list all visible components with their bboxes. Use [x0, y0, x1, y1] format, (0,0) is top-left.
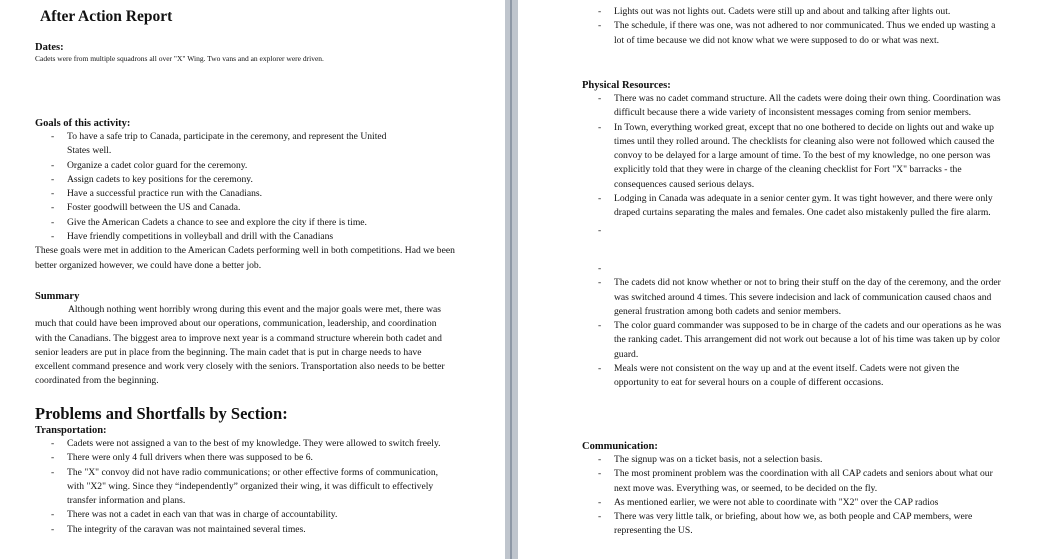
goals-closing: These goals were met in addition to the American Cadets performing well in both competitions. Had we been better organized however, we could have done a better job. — [35, 245, 455, 271]
list-item: - Have friendly competitions in volleyball and drill with the Canadians — [35, 230, 455, 244]
continued-list-section — [582, 5, 1002, 48]
list-item: - There was not a cadet in each van that was in charge of accountability. — [35, 508, 455, 522]
list-item: - Lodging in Canada was adequate in a senior center gym. It was tight however, and there were only draped curtains separating the males and females. One cadet also mistakenly pulled the fire alarm. — [582, 192, 1002, 221]
communication-heading: Communication: — [582, 441, 658, 452]
list-item: - The most prominent problem was the coordination with all CAP cadets and seniors about what our next move was. Everything was, or seemed, to be decided on the fly. — [582, 467, 1002, 496]
list-item: - Have a successful practice run with the Canadians. — [35, 187, 455, 201]
list-item: - The cadets did not know whether or not to bring their stuff on the day of the ceremony, and the order was switched around 4 times. This severe indecision and lack of communication caused chaos and general frustration among both cadets and senior members. — [582, 276, 1002, 319]
list-item: - The color guard commander was supposed to be in charge of the cadets and our operations as he was the ranking cadet. This arrangement did not work out because a lot of his time was taken up by color guard. — [582, 319, 1002, 362]
communication-section — [582, 440, 1002, 539]
list-item: - As mentioned earlier, we were not able to coordinate with "X2" over the CAP radios — [582, 496, 1002, 510]
physical-resources-list — [582, 92, 1002, 391]
goals-section — [35, 117, 455, 273]
list-item-empty — [582, 224, 1002, 238]
document-title: After Action Report — [40, 8, 173, 25]
list-item: - The signup was on a ticket basis, not a selection basis. — [582, 453, 1002, 467]
list-item: - The "X" convoy did not have radio communications; or other effective forms of communication, with "X2" wing. Since they “independently” organized their wing, it was difficult to effectively transfer information and plans. — [35, 466, 455, 509]
list-item: - There was very little talk, or briefing, about how we, as both people and CAP members, were representing the US. — [582, 510, 1002, 539]
list-item: - Assign cadets to key positions for the ceremony. — [35, 173, 455, 187]
page-divider — [505, 0, 518, 559]
list-item: - Lights out was not lights out. Cadets were still up and about and talking after lights out. — [582, 5, 1002, 19]
left-page — [0, 0, 505, 559]
summary-heading: Summary — [35, 291, 80, 302]
problems-heading: Problems and Shortfalls by Section: — [35, 404, 288, 423]
summary-section — [35, 290, 455, 389]
transportation-list — [35, 437, 455, 537]
dates-section — [35, 41, 324, 64]
list-item: - Meals were not consistent on the way up and at the event itself. Cadets were not given the opportunity to eat for several hours on a couple of different occasions. — [582, 362, 1002, 391]
goals-list — [35, 130, 455, 244]
list-item: - There was no cadet command structure. All the cadets were doing their own thing. Coordination was difficult because there a wide variety of inconsistent messages coming from senior members. — [582, 92, 1002, 121]
dates-text: Cadets were from multiple squadrons all over "X" Wing. Two vans and an explorer were driven. — [35, 54, 324, 63]
list-item-blank — [582, 262, 1002, 276]
list-item: - The integrity of the caravan was not maintained several times. — [35, 523, 455, 537]
continued-list — [582, 5, 1002, 48]
problems-section — [35, 404, 455, 537]
list-item: - There were only 4 full drivers when there was supposed to be 6. — [35, 451, 455, 465]
dates-heading: Dates: — [35, 42, 64, 53]
summary-text: Although nothing went horribly wrong during this event and the major goals were met, there was much that could have been improved about our operations, communication, leadership, and coordination with the Canadians. The biggest area to improve next year is a command structure wherein both cadet and senior leaders are put in place from the beginning. The main cadet that is put in charge needs to have excellent command presence and work very closely with the seniors. Transportation also needs to be better coordinated from the beginning. — [35, 304, 445, 387]
list-item: - To have a safe trip to Canada, participate in the ceremony, and represent the United States well. — [35, 130, 455, 159]
physical-resources-heading: Physical Resources: — [582, 80, 671, 91]
left-column — [35, 0, 455, 535]
communication-list — [582, 453, 1002, 539]
list-item: - Give the American Cadets a chance to see and explore the city if there is time. — [35, 216, 455, 230]
physical-resources-section — [582, 79, 1002, 391]
transportation-heading: Transportation: — [35, 425, 107, 436]
list-item: - The schedule, if there was one, was not adhered to nor communicated. Thus we ended up wasting a lot of time because we did not know what we were supposed to do or what was next. — [582, 19, 1002, 48]
right-page — [518, 0, 1047, 559]
list-item: - Cadets were not assigned a van to the best of my knowledge. They were allowed to switch freely. — [35, 437, 455, 451]
list-item: - In Town, everything worked great, except that no one bothered to decide on lights out and wake up times until they rolled around. The checklists for cleaning also were not followed which caused the convoy to be delayed for a large amount of time. To the best of my knowledge, no one person was explicitly told that they were in charge of the cleaning checklist for Fort "X" barracks - the consequences caused serious delays. — [582, 121, 1002, 192]
list-item: - Foster goodwill between the US and Canada. — [35, 201, 455, 215]
goals-heading: Goals of this activity: — [35, 118, 131, 129]
list-item: - Organize a cadet color guard for the ceremony. — [35, 159, 455, 173]
